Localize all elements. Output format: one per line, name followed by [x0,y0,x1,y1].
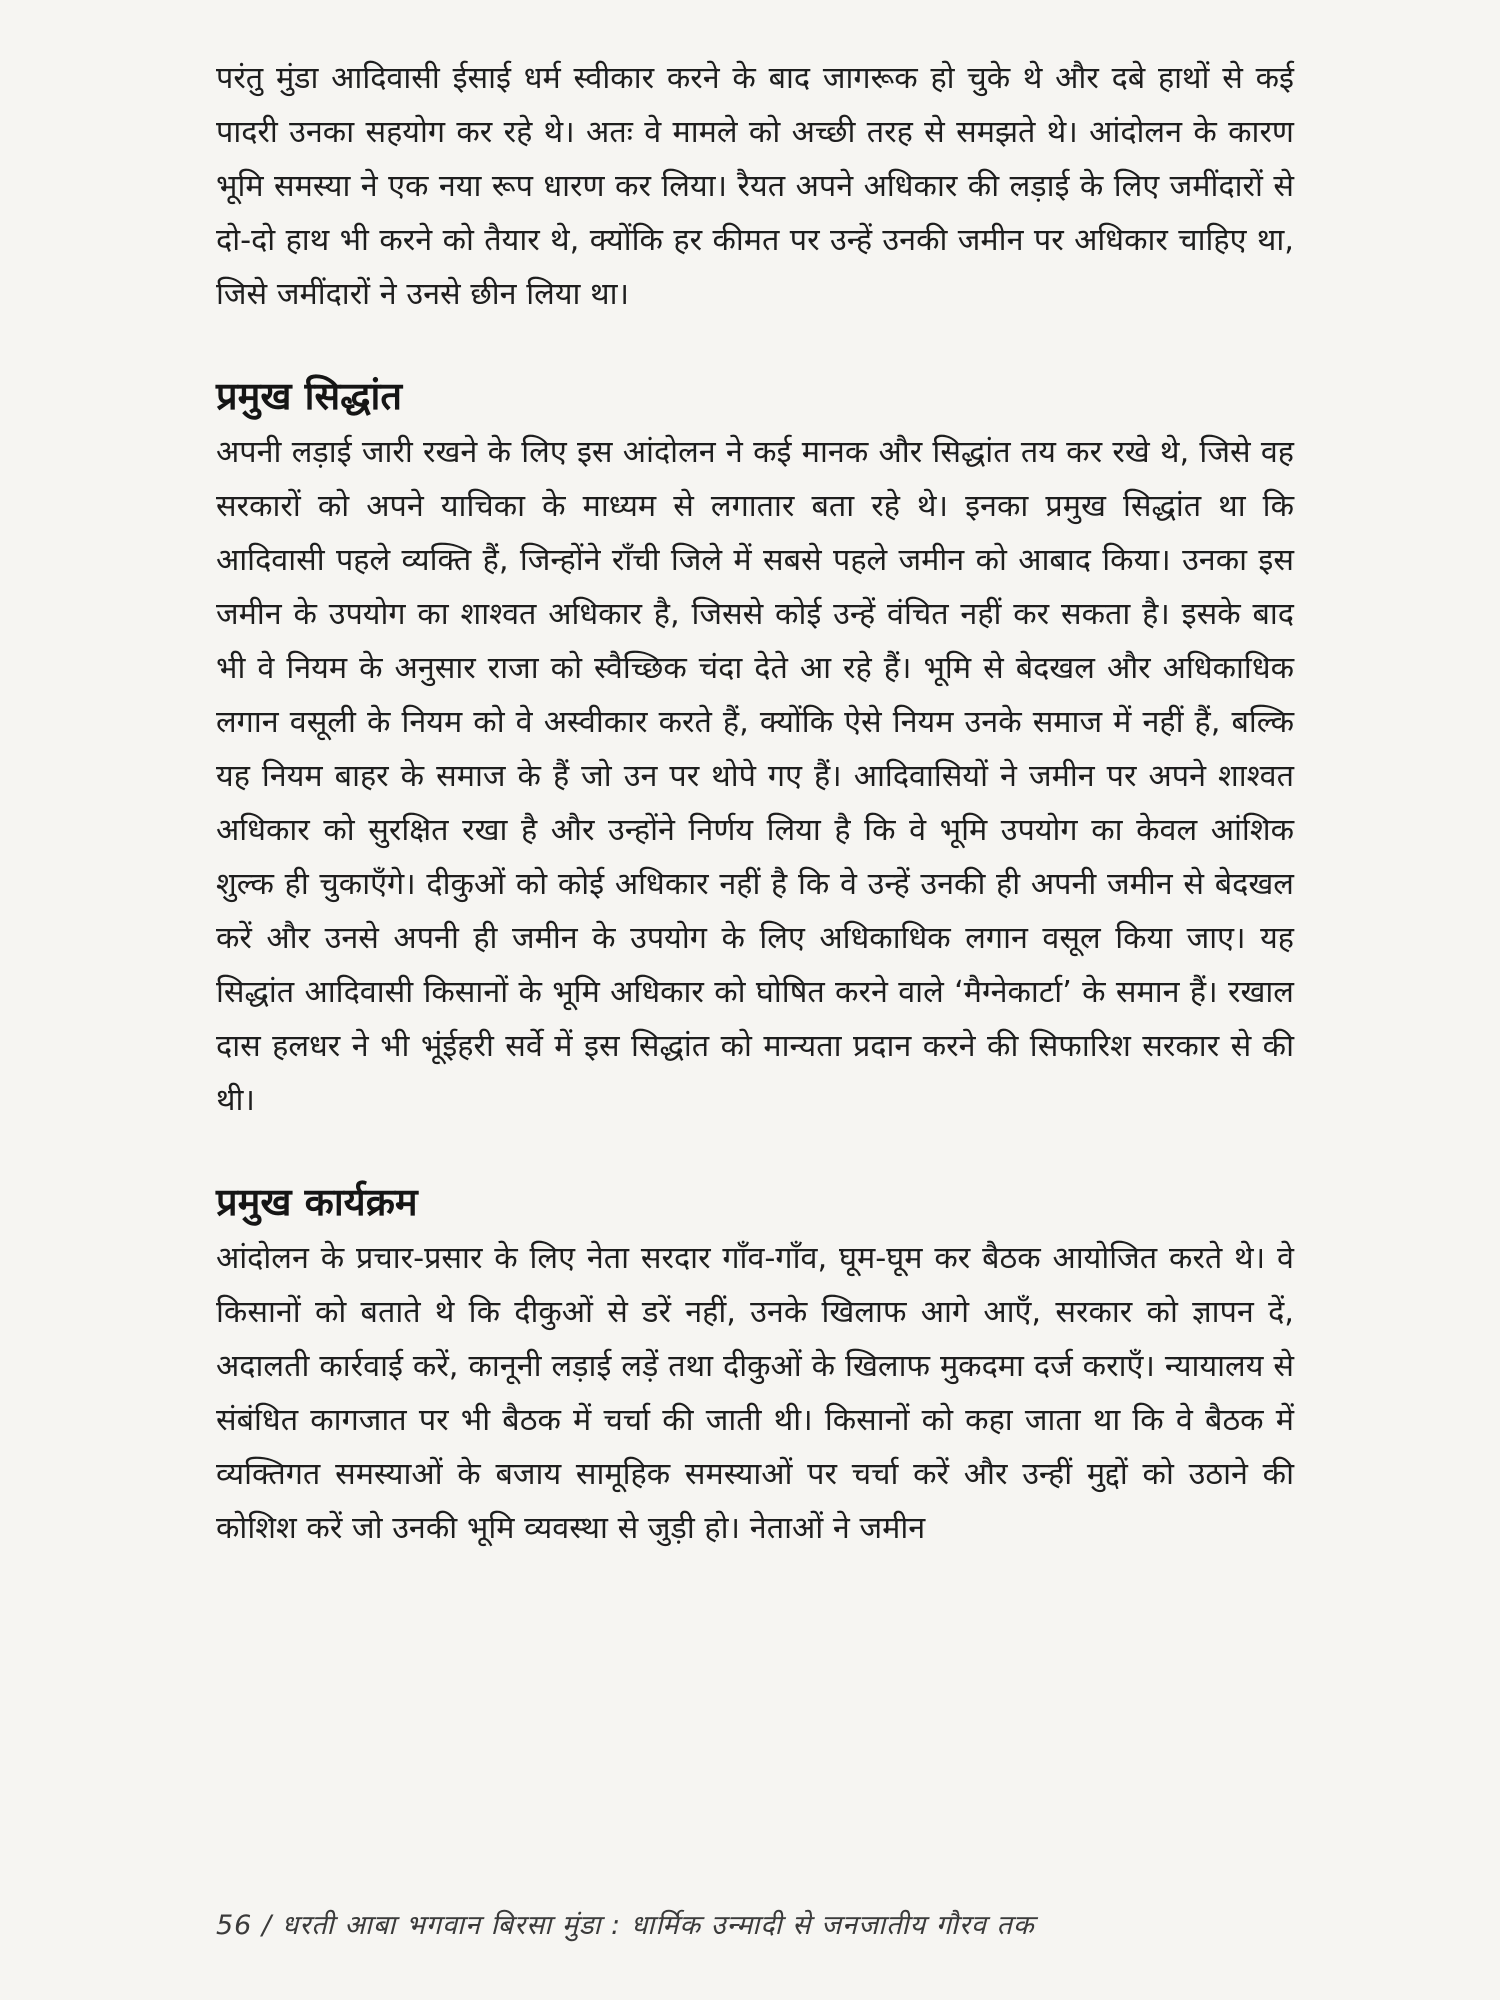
page-footer: 56 / धरती आबा भगवान बिरसा मुंडा : धार्मिक उन्मादी से जनजातीय गौरव तक [216,1910,1035,1941]
principles-paragraph: अपनी लड़ाई जारी रखने के लिए इस आंदोलन ने कई मानक और सिद्धांत तय कर रखे थे, जिसे वह सरकारों को अपने याचिका के माध्यम से लगातार बता रहे थे। इनका प्रमुख सिद्धांत था कि आदिवासी पहले व्यक्ति हैं, जिन्होंने राँची जिले में सबसे पहले जमीन को आबाद किया। उनका इस जमीन के उपयोग का शाश्वत अधिकार है, जिससे कोई उन्हें वंचित नहीं कर सकता है। इसके बाद भी वे नियम के अनुसार राजा को स्वैच्छिक चंदा देते आ रहे हैं। भूमि से बेदखल और अधिकाधिक लगान वसूली के नियम को वे अस्वीकार करते हैं, क्योंकि ऐसे नियम उनके समाज में नहीं हैं, बल्कि यह नियम बाहर के समाज के हैं जो उन पर थोपे गए हैं। आदिवासियों ने जमीन पर अपने शाश्वत अधिकार को सुरक्षित रखा है और उन्होंने निर्णय लिया है कि वे भूमि उपयोग का केवल आंशिक शुल्क ही चुकाएँगे। दीकुओं को कोई अधिकार नहीं है कि वे उन्हें उनकी ही अपनी जमीन से बेदखल करें और उनसे अपनी ही जमीन के उपयोग के लिए अधिकाधिक लगान वसूल किया जाए। यह सिद्धांत आदिवासी किसानों के भूमि अधिकार को घोषित करने वाले ‘मैग्नेकार्टा’ के समान हैं। रखाल दास हलधर ने भी भूंईहरी सर्वे में इस सिद्धांत को मान्यता प्रदान करने की सिफारिश सरकार से की थी। [216,435,1294,1118]
intro-paragraph: परंतु मुंडा आदिवासी ईसाई धर्म स्वीकार करने के बाद जागरूक हो चुके थे और दबे हाथों से कई पादरी उनका सहयोग कर रहे थे। अतः वे मामले को अच्छी तरह से समझते थे। आंदोलन के कारण भूमि समस्या ने एक नया रूप धारण कर लिया। रैयत अपने अधिकार की लड़ाई के लिए जमींदारों से दो-दो हाथ भी करने को तैयार थे, क्योंकि हर कीमत पर उन्हें उनकी जमीन पर अधिकार चाहिए था, जिसे जमींदारों ने उनसे छीन लिया था। [216,61,1294,312]
text-column [216,52,1294,1556]
programs-heading: प्रमुख कार्यक्रम [216,1180,418,1224]
section-spacer [216,1128,1294,1172]
principles-heading: प्रमुख सिद्धांत [216,374,403,418]
section-spacer [216,322,1294,366]
programs-paragraph: आंदोलन के प्रचार-प्रसार के लिए नेता सरदार गाँव-गाँव, घूम-घूम कर बैठक आयोजित करते थे। वे किसानों को बताते थे कि दीकुओं से डरें नहीं, उनके खिलाफ आगे आएँ, सरकार को ज्ञापन दें, अदालती कार्रवाई करें, कानूनी लड़ाई लड़ें तथा दीकुओं के खिलाफ मुकदमा दर्ज कराएँ। न्यायालय से संबंधित कागजात पर भी बैठक में चर्चा की जाती थी। किसानों को कहा जाता था कि वे बैठक में व्यक्तिगत समस्याओं के बजाय सामूहिक समस्याओं पर चर्चा करें और उन्हीं मुद्दों को उठाने की कोशिश करें जो उनकी भूमि व्यवस्था से जुड़ी हो। नेताओं ने जमीन [216,1241,1294,1546]
